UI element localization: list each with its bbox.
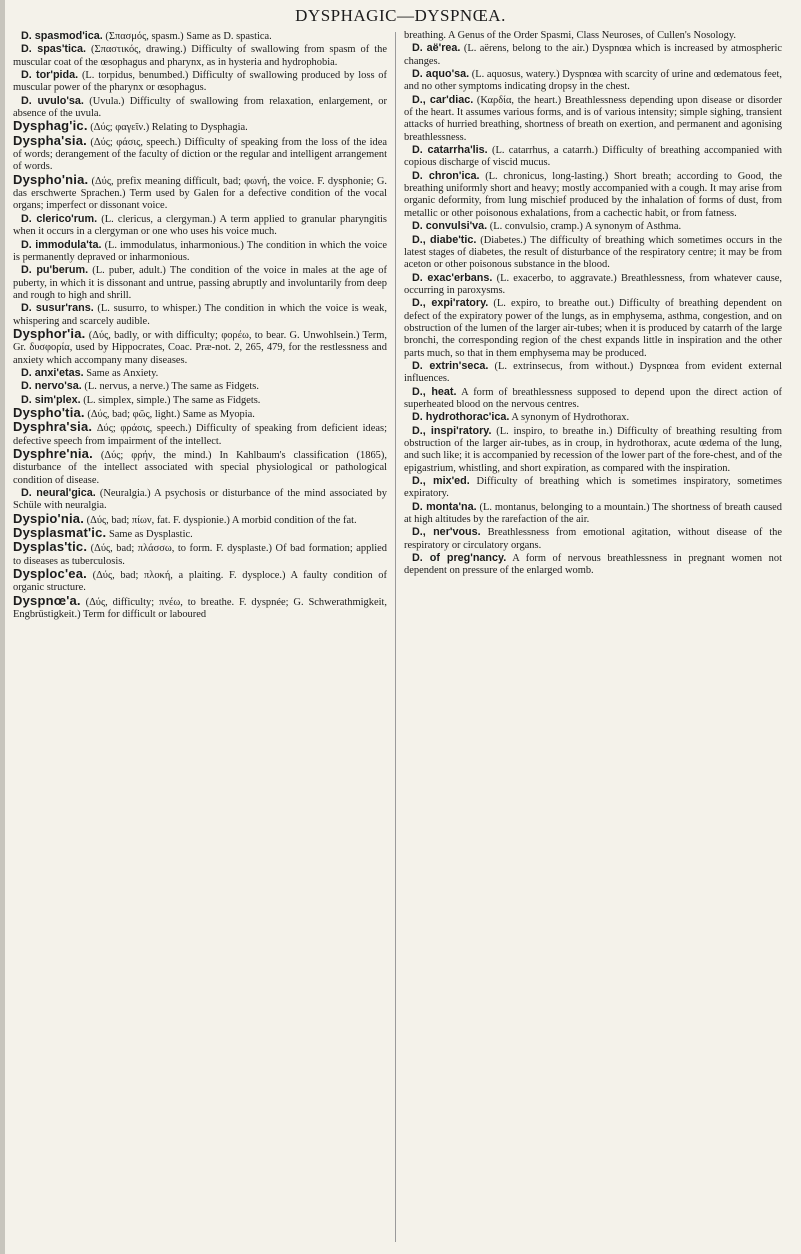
entry-headword: Dysphor'ia. xyxy=(13,325,86,341)
dictionary-entry xyxy=(404,360,782,386)
dictionary-entry xyxy=(13,325,387,367)
entry-subheadword: D. pu'berum. xyxy=(21,264,89,277)
dictionary-entry xyxy=(404,30,782,42)
entry-definition: (Δύς; φάσις, speech.) Difficulty of speaking from the loss of the idea of words; derangement of the faculty of diction or the regular and intelligent arrangement of words. xyxy=(13,136,387,173)
entry-definition: (Σπαστικός, drawing.) Difficulty of swallowing from spasm of the muscular coat of the œsophagus and pharynx, as in hysteria and hydrophobia. xyxy=(13,44,387,68)
dictionary-entry xyxy=(13,264,387,302)
entry-definition: (Δύς, bad; πίων, fat. F. dyspionie.) A morbid condition of the fat. xyxy=(84,514,357,526)
dictionary-entry xyxy=(404,68,782,94)
entry-subheadword: D. clerico'rum. xyxy=(21,212,98,225)
entry-definition: (Δύς, bad; πλοκή, a plaiting. F. dysploce.) A faulty condition of organic structure. xyxy=(13,570,387,594)
entry-subheadword: D., expi'ratory. xyxy=(412,297,489,310)
entry-subheadword: D. aë'rea. xyxy=(412,42,461,55)
entry-definition: Δύς; φράσις, speech.) Difficulty of speaking from deficient ideas; defective speech from impairment of the intellect. xyxy=(13,423,387,447)
entry-headword: Dyspho'tia. xyxy=(13,404,85,420)
entry-subheadword: D. aquo'sa. xyxy=(412,68,470,81)
entry-definition: (L. nervus, a nerve.) The same as Fidgets. xyxy=(81,381,259,393)
entry-subheadword: D. catarrha'lis. xyxy=(412,144,488,157)
dictionary-entry xyxy=(404,220,782,233)
entry-subheadword: D., ner'vous. xyxy=(412,526,481,539)
entry-definition: (L. catarrhus, a catarrh.) Difficulty of breathing accompanied with copious discharge of viscid mucus. xyxy=(404,145,782,169)
dictionary-entry xyxy=(13,95,387,121)
entry-subheadword: D. exac'erbans. xyxy=(412,271,493,284)
entry-definition: (L. exacerbo, to aggravate.) Breathlessness, from whatever cause, occurring in paroxysms. xyxy=(404,272,783,296)
entry-subheadword: D. convulsi'va. xyxy=(412,220,488,233)
dictionary-entry xyxy=(404,42,782,68)
entry-definition: Breathlessness from emotional agitation, without disease of the respiratory or circulatory organs. xyxy=(404,527,782,551)
entry-definition: (Δύς, prefix meaning difficult, bad; φωνή, the voice. F. dysphonie; G. das erschwerte Sprachen.) Term used by Galen for a defective condition of the vocal organs; imperfect or dissonant voice. xyxy=(13,175,387,212)
entry-subheadword: D. anxi'etas. xyxy=(21,366,84,379)
entry-definition: (L. torpidus, benumbed.) Difficulty of swallowing produced by loss of muscular power of the pharynx or œsophagus. xyxy=(13,70,387,94)
entry-definition: A form of breathlessness supposed to depend upon the direct action of superheated blood on the nervous centres. xyxy=(404,386,782,410)
dictionary-entry xyxy=(404,526,782,552)
entry-subheadword: D. of preg'nancy. xyxy=(412,552,507,565)
dictionary-entry xyxy=(13,421,387,448)
entry-headword: Dysphra'sia. xyxy=(13,419,93,435)
dictionary-entry xyxy=(13,69,387,95)
entry-definition: (L. extrinsecus, from without.) Dyspnœa from evident external influences. xyxy=(404,360,782,385)
dictionary-entry xyxy=(404,552,782,578)
dictionary-entry xyxy=(404,170,782,220)
dictionary-entry xyxy=(13,43,387,69)
entry-headword: Dysploc'ea. xyxy=(13,566,87,582)
entry-subheadword: D. spas'tica. xyxy=(21,43,86,56)
entry-subheadword: D., heat. xyxy=(412,385,457,398)
dictionary-entry xyxy=(404,425,782,475)
entry-definition: (Δύς, badly, or with difficulty; φορέω, to bear. G. Unwohlsein.) Term, Gr. δυσφορία, used by Hippocrates, Coac. Præ-not. 2, 265, 479, for the restlessness and anxiety which accompany many diseases. xyxy=(13,329,387,366)
dictionary-entry xyxy=(404,411,782,424)
dictionary-entry xyxy=(404,475,782,501)
dictionary-entry xyxy=(404,386,782,412)
entry-definition: (L. montanus, belonging to a mountain.) The shortness of breath caused at high altitudes by the rarefaction of the air. xyxy=(404,501,782,526)
dictionary-entry xyxy=(404,144,782,170)
entry-definition: Same as Anxiety. xyxy=(83,367,159,379)
entry-headword: Dysplasmat'ic. xyxy=(13,525,107,541)
entry-headword: Dyspio'nia. xyxy=(13,510,85,526)
entry-definition: (Δύς, bad; πλάσσω, to form. F. dysplaste.) Of bad formation; applied to diseases as tuberculosis. xyxy=(13,543,387,567)
entry-subheadword: D., diabe'tic. xyxy=(412,233,477,246)
dictionary-entry xyxy=(13,302,387,328)
entry-subheadword: D. susur'rans. xyxy=(21,302,94,315)
entry-subheadword: D., inspi'ratory. xyxy=(412,424,492,437)
dictionary-entry xyxy=(404,234,782,272)
entry-subheadword: D. tor'pida. xyxy=(21,69,79,82)
dictionary-entry xyxy=(13,367,387,380)
entry-definition: Same as Dysplastic. xyxy=(106,529,193,541)
entry-definition: (L. susurro, to whisper.) The condition in which the voice is weak, whispering and scarcely audible. xyxy=(13,303,387,327)
entry-definition: (Neuralgia.) A psychosis or disturbance of the mind associated by Schüle with neuralgia. xyxy=(13,488,387,512)
dictionary-entry xyxy=(13,213,387,239)
entry-definition: (L. aquosus, watery.) Dyspnœa with scarcity of urine and œdematous feet, and no other symptoms indicating dropsy in the chest. xyxy=(404,69,782,93)
entry-subheadword: D. immodula'ta. xyxy=(21,238,102,251)
dictionary-entry xyxy=(13,239,387,265)
entry-definition: (Uvula.) Difficulty of swallowing from relaxation, enlargement, or absence of the uvula. xyxy=(13,95,387,120)
entry-subheadword: D., mix'ed. xyxy=(412,475,470,488)
entry-definition: (L. inspiro, to breathe in.) Difficulty of breathing resulting from obstruction of the larger air-tubes, as in croup, in hydrothorax, acute œdema of the lung, and such like; it is accompanied by recession of the lower part of the fore-chest, and of the epigastrium, whistling, and short expiration, as compared with the inspiration. xyxy=(404,425,782,474)
entry-headword: Dyspho'nia. xyxy=(13,171,89,187)
entry-definition: (L. puber, adult.) The condition of the voice in males at the age of puberty, in which it is dissonant and untrue, passing abruptly and involuntarily from deep and rough to high and shrill. xyxy=(13,265,387,301)
entry-subheadword: D., car'diac. xyxy=(412,93,474,106)
dictionary-entry xyxy=(13,171,387,213)
dictionary-entry xyxy=(13,380,387,393)
entry-subheadword: D. nervo'sa. xyxy=(21,380,82,393)
left-column xyxy=(13,30,387,621)
entry-headword: Dysphag'ic. xyxy=(13,118,88,134)
entry-subheadword: D. extrin'seca. xyxy=(412,359,489,372)
entry-definition: (Δύς; φρήν, the mind.) In Kahlbaum's classification (1865), disturbance of the intellect associated with special physiological or pathological condition of disease. xyxy=(13,450,387,486)
entry-definition: (L. aërens, belong to the air.) Dyspnœa which is increased by atmospheric changes. xyxy=(404,43,782,67)
entry-definition: (L. simplex, simple.) The same as Fidgets. xyxy=(80,394,261,406)
entry-subheadword: D. spasmod'ica. xyxy=(21,30,103,42)
dictionary-entry xyxy=(13,30,387,43)
entry-subheadword: D. monta'na. xyxy=(412,500,477,513)
entry-definition: (L. convulsio, cramp.) A synonym of Asthma. xyxy=(487,221,682,233)
dictionary-entry xyxy=(404,272,782,298)
entry-definition: (Δύς, bad; φῶς, light.) Same as Myopia. xyxy=(84,408,255,420)
entry-definition: (L. expiro, to breathe out.) Difficulty of breathing dependent on defect of the expiratory power of the lungs, as in emphysema, asthma, congestion, and on obstruction of the lumen of the larger air-tubes; when it is produced by catarrh of the large bronchi, the corresponding region of the chest expands little in inspiration and the other parts much, so that in them emphysema may be produced. xyxy=(404,298,782,359)
entry-definition: breathing. A Genus of the Order Spasmi, Class Neuroses, of Cullen's Nosology. xyxy=(404,30,736,41)
entry-headword: Dyspnœ'a. xyxy=(13,592,81,608)
dictionary-entry xyxy=(13,132,387,174)
dictionary-entry xyxy=(13,592,387,622)
page-gutter-shadow xyxy=(0,0,5,1254)
entry-definition: (Δύς, difficulty; πνέω, to breathe. F. dyspnée; G. Schwerathmigkeit, Engbrüstigkeit.) Term for difficult or laboured xyxy=(13,596,387,621)
dictionary-entry xyxy=(404,501,782,527)
dictionary-entry xyxy=(404,94,782,144)
entry-subheadword: D. sim'plex. xyxy=(21,393,81,406)
entry-definition: (Δύς; φαγεῖν.) Relating to Dysphagia. xyxy=(87,122,248,134)
entry-subheadword: D. hydrothorac'ica. xyxy=(412,411,510,424)
entry-definition: A form of nervous breathlessness in pregnant women not dependent on pressure of the enlarged womb. xyxy=(404,553,782,577)
dictionary-entry xyxy=(404,297,782,360)
entry-headword: Dyspha'sia. xyxy=(13,132,87,148)
dictionary-entry xyxy=(13,448,387,487)
entry-definition: (L. clericus, a clergyman.) A term applied to granular pharyngitis when it occurs in a clergyman or one who uses his voice much. xyxy=(13,213,387,238)
entry-subheadword: D. neural'gica. xyxy=(21,487,96,500)
entry-definition: (Καρδία, the heart.) Breathlessness depending upon disease or disorder of the heart. It assumes various forms, and is of various intensity; simple sighing, transient attacks of hurried breathing, shortness of breath on exertion, and permanent and agonising breathlessness. xyxy=(404,94,782,143)
entry-definition: A synonym of Hydrothorax. xyxy=(509,412,630,424)
entry-definition: (Diabetes.) The difficulty of breathing which sometimes occurs in the latest stages of diabetes, the result of disturbance of the respiratory centre; it may be from aceton or other poisonous substance in the blood. xyxy=(404,234,782,271)
entry-subheadword: D. uvulo'sa. xyxy=(21,94,84,107)
dictionary-entry xyxy=(13,541,387,568)
dictionary-entry xyxy=(13,487,387,513)
right-column xyxy=(404,30,782,578)
column-divider xyxy=(395,32,396,1242)
entry-definition: (L. chronicus, long-lasting.) Short breath; according to Good, the breathing uniformly short and heavy; mostly accompanied with a cough. It may arise from organic deformity, from lung mischief produced by the inhalation of forms of dust, from metallic or other poisonous exhalations, from a cachectic habit, or from fatness. xyxy=(404,170,782,219)
entry-headword: Dysphre'nia. xyxy=(13,446,93,461)
running-header: DYSPHAGIC—DYSPNŒA. xyxy=(295,6,506,25)
entry-subheadword: D. chron'ica. xyxy=(412,169,480,182)
entry-definition: (Σπασμός, spasm.) Same as D. spastica. xyxy=(102,31,272,42)
entry-definition: (L. immodulatus, inharmonious.) The condition in which the voice is permanently depraved or inharmonious. xyxy=(13,239,387,263)
dictionary-entry xyxy=(13,568,387,595)
entry-headword: Dysplas'tic. xyxy=(13,539,88,555)
entry-definition: Difficulty of breathing which is sometimes inspiratory, sometimes expiratory. xyxy=(404,476,782,500)
